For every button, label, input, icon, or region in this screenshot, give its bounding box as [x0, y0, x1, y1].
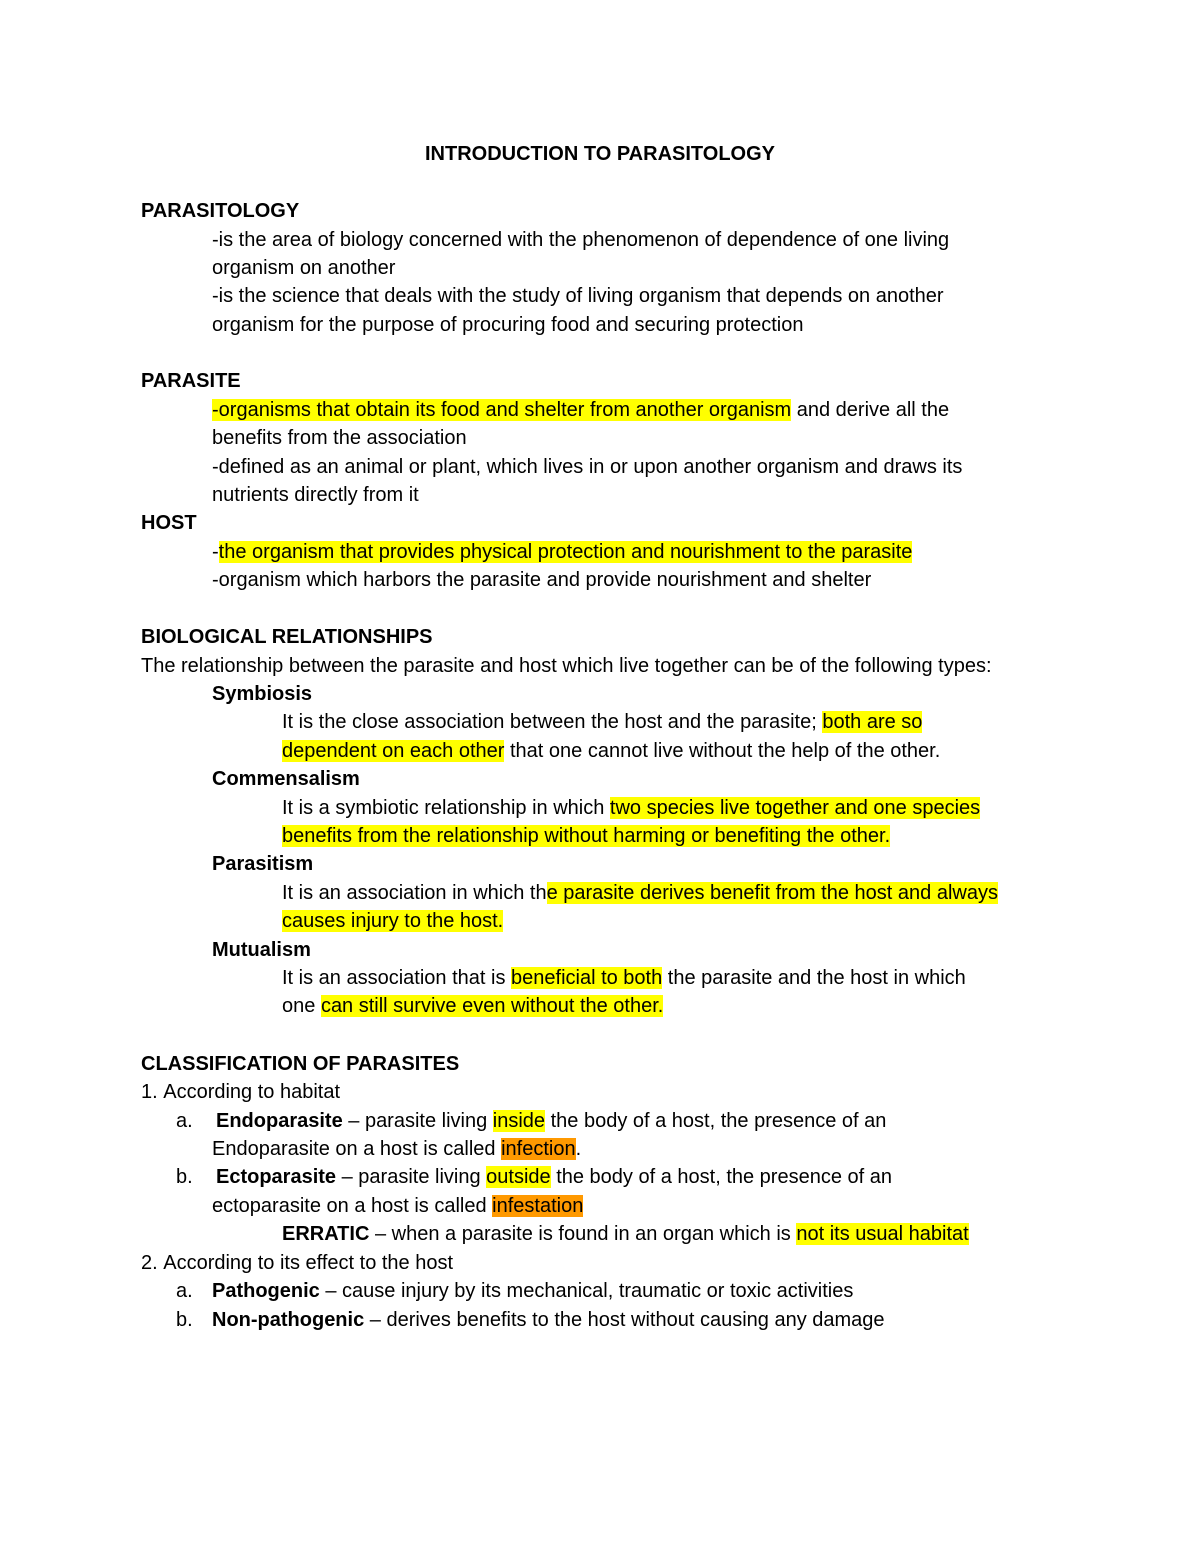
- text-run: and derive all the: [791, 399, 950, 421]
- text-run: the body of a host, the presence of an: [545, 1110, 887, 1132]
- term-ectoparasite: Ectoparasite: [216, 1166, 337, 1188]
- endoparasite-line2: [212, 1135, 581, 1163]
- term-non-pathogenic: Non-pathogenic: [212, 1309, 365, 1331]
- ectoparasite-line2: [212, 1192, 583, 1220]
- text-run: It is the close association between the host and the parasite;: [282, 711, 823, 733]
- highlight: not its usual habitat: [796, 1223, 969, 1245]
- parasitism-line1: [282, 879, 998, 907]
- highlight: benefits from the relationship without harming or benefiting the other.: [282, 825, 891, 847]
- parasitology-def2-line1: -is the science that deals with the study of living organism that depends on another: [212, 285, 944, 307]
- text-run: .: [575, 1138, 582, 1160]
- parasitism-line2: [282, 907, 503, 935]
- list-marker: a.: [176, 1110, 193, 1132]
- highlight: -organisms that obtain its food and shelter from another organism: [212, 399, 792, 421]
- text-run: the parasite and the host in which: [662, 967, 966, 989]
- ectoparasite-line1: [216, 1163, 892, 1191]
- text-run: – when a parasite is found in an organ which is: [369, 1223, 797, 1245]
- term-commensalism: Commensalism: [212, 768, 360, 790]
- highlight: e parasite derives benefit from the host and always: [546, 882, 998, 904]
- text-run: the body of a host, the presence of an: [550, 1166, 892, 1188]
- pathogenic-line: [212, 1277, 853, 1305]
- parasitology-def2-line2: organism for the purpose of procuring food and securing protection: [212, 314, 804, 336]
- mutualism-line2: [282, 992, 663, 1020]
- commensalism-line2: [282, 822, 890, 850]
- highlight: can still survive even without the other.: [320, 995, 664, 1017]
- parasite-def1-line2: benefits from the association: [212, 427, 467, 449]
- section-heading-host: HOST: [141, 512, 197, 534]
- parasite-def1-line1: [212, 396, 949, 424]
- text-run: – cause injury by its mechanical, traumatic or toxic activities: [319, 1280, 854, 1302]
- text-run: one: [282, 995, 321, 1017]
- highlight: causes injury to the host.: [282, 910, 504, 932]
- highlight: inside: [492, 1110, 546, 1132]
- commensalism-line1: [282, 794, 980, 822]
- text-run: that one cannot live without the help of the other.: [504, 740, 941, 762]
- host-def1: [212, 538, 912, 566]
- text-run: ectoparasite on a host is called: [212, 1195, 493, 1217]
- term-mutualism: Mutualism: [212, 939, 311, 961]
- page-title: INTRODUCTION TO PARASITOLOGY: [424, 143, 775, 165]
- bio-intro: The relationship between the parasite and host which live together can be of the following types:: [141, 655, 992, 677]
- term-symbiosis: Symbiosis: [212, 683, 313, 705]
- text-run: – parasite living: [342, 1110, 493, 1132]
- text-run: Endoparasite on a host is called: [212, 1138, 502, 1160]
- highlight: outside: [486, 1166, 551, 1188]
- mutualism-line1: [282, 964, 966, 992]
- parasite-def2-line2: nutrients directly from it: [212, 484, 419, 506]
- section-heading-parasite: PARASITE: [141, 370, 241, 392]
- non-pathogenic-line: [212, 1306, 885, 1334]
- highlight-orange: infestation: [492, 1195, 584, 1217]
- list-marker: b.: [176, 1309, 193, 1331]
- term-pathogenic: Pathogenic: [212, 1280, 320, 1302]
- text-run: – derives benefits to the host without causing any damage: [364, 1309, 885, 1331]
- highlight: dependent on each other: [282, 740, 505, 762]
- highlight: two species live together and one species: [609, 797, 981, 819]
- symbiosis-line1: [282, 708, 922, 736]
- classification-habitat-label: 1. According to habitat: [141, 1081, 341, 1103]
- list-marker: b.: [176, 1166, 193, 1188]
- parasite-def2-line1: -defined as an animal or plant, which lives in or upon another organism and draws its: [212, 456, 963, 478]
- term-parasitism: Parasitism: [212, 853, 314, 875]
- highlight: beneficial to both: [511, 967, 663, 989]
- highlight: the organism that provides physical protection and nourishment to the parasite: [218, 541, 913, 563]
- highlight-orange: infection: [501, 1138, 576, 1160]
- parasitology-def1-line1: -is the area of biology concerned with the phenomenon of dependence of one living: [212, 229, 950, 251]
- text-run: It is an association in which th: [282, 882, 547, 904]
- section-heading-parasitology: PARASITOLOGY: [141, 200, 300, 222]
- list-marker: a.: [176, 1280, 193, 1302]
- text-run: It is an association that is: [282, 967, 512, 989]
- term-endoparasite: Endoparasite: [216, 1110, 343, 1132]
- term-erratic: ERRATIC: [282, 1223, 370, 1245]
- highlight: both are so: [822, 711, 923, 733]
- classification-effect-label: 2. According to its effect to the host: [141, 1252, 454, 1274]
- host-def2: -organism which harbors the parasite and provide nourishment and shelter: [212, 569, 872, 591]
- erratic-line: [282, 1220, 969, 1248]
- section-heading-bio-relationships: BIOLOGICAL RELATIONSHIPS: [141, 626, 433, 648]
- section-heading-classification: CLASSIFICATION OF PARASITES: [141, 1053, 460, 1075]
- symbiosis-line2: [282, 737, 940, 765]
- parasitology-def1-line2: organism on another: [212, 257, 396, 279]
- text-run: It is a symbiotic relationship in which: [282, 797, 610, 819]
- text-run: – parasite living: [336, 1166, 487, 1188]
- endoparasite-line1: [216, 1107, 886, 1135]
- text-run: -: [212, 541, 219, 563]
